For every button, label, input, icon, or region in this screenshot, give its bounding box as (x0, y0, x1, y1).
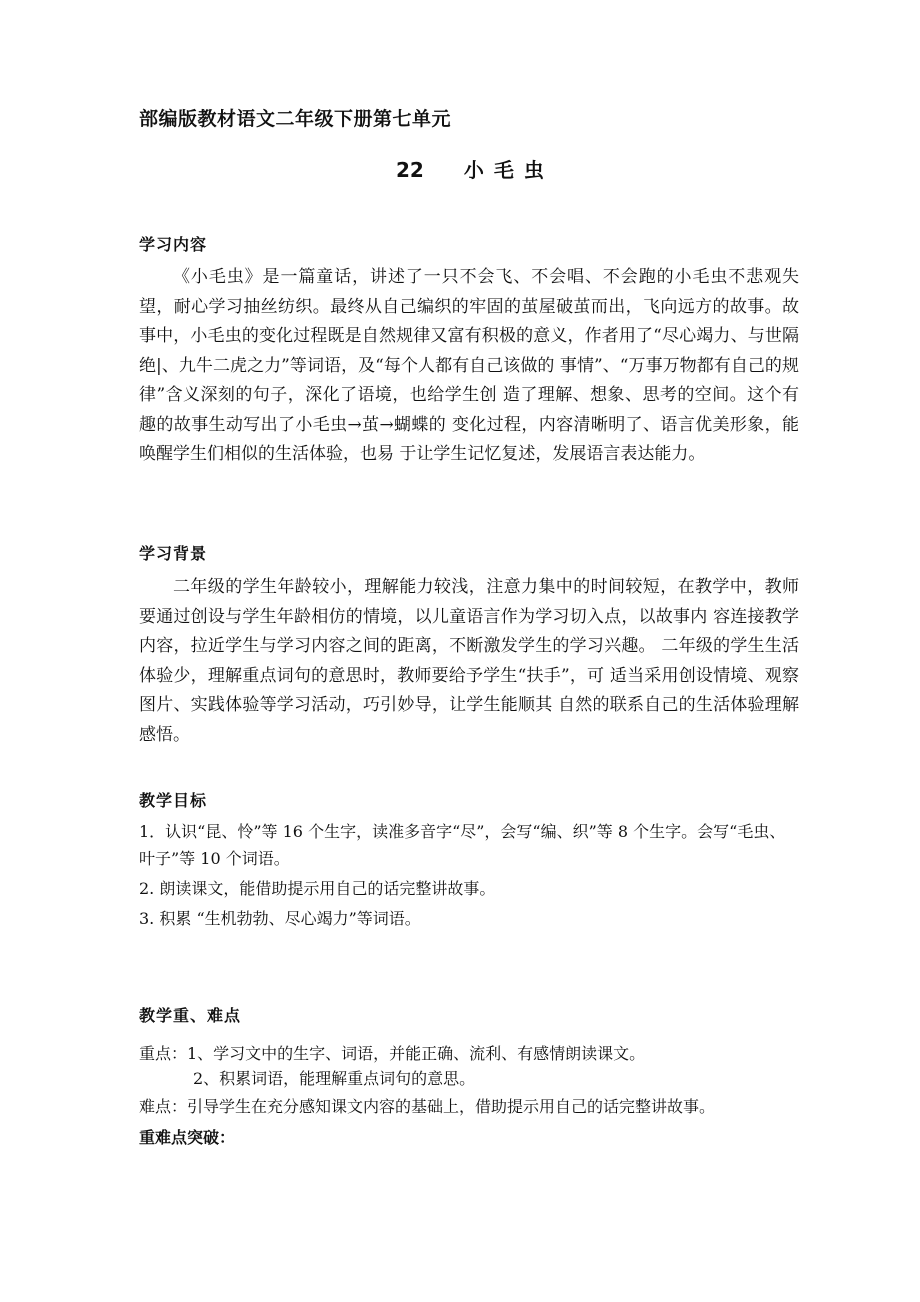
section-heading-key-points: 教学重、难点 (139, 1006, 242, 1025)
key-point-1: 重点：1、学习文中的生字、词语，并能正确、流利、有感情朗读课文。 (139, 1044, 646, 1063)
goal-item-1: 1．认识“昆、怜”等 16 个生字，读准多音字“尽”，会写“编、织”等 8 个生字。会写“毛虫、叶子”等 10 个词语。 (139, 822, 786, 868)
goal-item-3: 3. 积累 “生机勃勃、尽心竭力”等词语。 (139, 909, 421, 928)
key-point-2: 2、积累词语，能理解重点词句的意思。 (193, 1069, 476, 1088)
section-heading-goals: 教学目标 (139, 791, 208, 810)
unit-title: 部编版教材语文二年级下册第七单元 (139, 108, 452, 130)
goal-item-2: 2. 朗读课文，能借助提示用自己的话完整讲故事。 (139, 879, 496, 898)
difficulty-point: 难点：引导学生在充分感知课文内容的基础上，借助提示用自己的话完整讲故事。 (139, 1097, 716, 1116)
section-text-content: 《小毛虫》是一篇童话，讲述了一只不会飞、不会唱、不会跑的小毛虫不悲观失望，耐心学习抽丝纺织。最终从自己编织的牢固的茧屋破茧而出，飞向远方的故事。故事中，小毛虫的变化过程既是自然规律又富有积极的意义，作者用了“尽心竭力、与世隔绝|、九牛二虎之力”等词语，及“每个人都有自己该做的 事情”、“万事万物都有自己的规律”含义深刻的句子，深化了语境，也给学生创 造了理解、想象、思考的空间。这个有趣的故事生动写出了小毛虫→茧→蝴蝶的 变化过程，内容清晰明了、语言优美形象，能唤醒学生们相似的生活体验，也易 于让学生记忆复述，发展语言表达能力。 (139, 267, 799, 464)
section-heading-content: 学习内容 (139, 235, 208, 254)
section-text-background: 二年级的学生年龄较小，理解能力较浅，注意力集中的时间较短，在教学中，教师要通过创设与学生年龄相仿的情境，以儿童语言作为学习切入点，以故事内 容连接教学内容，拉近学生与学习内容之间的距离，不断激发学生的学习兴趣。 二年级的学生生活体验少，理解重点词句的意思时，教师要给予学生“扶手”，可 适当采用创设情境、观察图片、实践体验等学习活动，巧引妙导，让学生能顺其 自然的联系自己的生活体验理解感悟。 (139, 577, 799, 745)
goals-list (139, 818, 799, 935)
lesson-title (396, 154, 554, 183)
section-heading-background: 学习背景 (139, 544, 208, 563)
breakthrough-label: 重难点突破： (139, 1128, 236, 1147)
lesson-name: 小毛虫 (463, 158, 554, 182)
lesson-number: 22 (396, 158, 424, 182)
